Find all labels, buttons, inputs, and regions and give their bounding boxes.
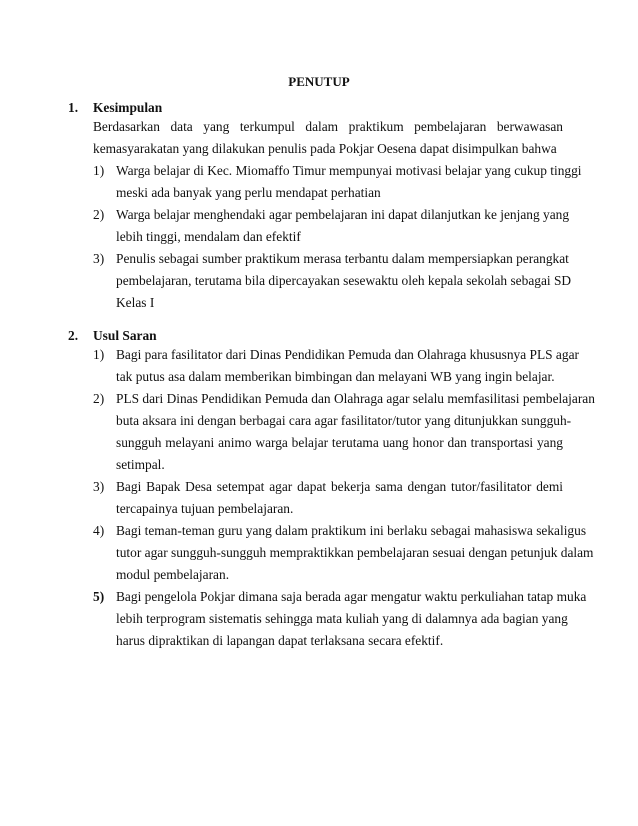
list-item-number: 1) (93, 347, 105, 362)
list-item-number: 4) (93, 523, 105, 538)
list-item-text: Bagi pengelola Pokjar dimana saja berada agar mengatur waktu perkuliahan tatap muka (116, 589, 587, 604)
list-item-continuation: tutor agar sungguh-sungguh mempraktikkan pembelajaran sesuai dengan petunjuk dalam (116, 545, 594, 560)
section-heading-usul-saran (68, 328, 157, 344)
list-item-continuation: lebih terprogram sistematis sehingga mata kuliah yang di dalamnya ada bagian yang (116, 611, 568, 626)
list-item-number: 2) (93, 391, 105, 406)
list-item-continuation: meski ada banyak yang perlu mendapat perhatian (116, 185, 381, 200)
list-item-continuation: tercapainya tujuan pembelajaran. (116, 501, 294, 516)
list-item-number: 3) (93, 479, 105, 494)
section-title: Kesimpulan (93, 100, 163, 115)
intro-line: Berdasarkan data yang terkumpul dalam praktikum pembelajaran berwawasan (93, 119, 563, 134)
list-item-text: Bagi Bapak Desa setempat agar dapat bekerja sama dengan tutor/fasilitator demi (116, 479, 563, 494)
list-item (93, 163, 582, 179)
list-item-text: Warga belajar menghendaki agar pembelajaran ini dapat dilanjutkan ke jenjang yang (116, 207, 570, 222)
list-item-text: Penulis sebagai sumber praktikum merasa terbantu dalam mempersiapkan perangkat (116, 251, 569, 266)
list-item (93, 347, 579, 363)
list-item (93, 479, 563, 495)
section-number: 2. (68, 328, 79, 343)
section-heading-kesimpulan (68, 100, 162, 116)
list-item-continuation: modul pembelajaran. (116, 567, 230, 582)
list-item-continuation: buta aksara ini dengan berbagai cara agar fasilitator/tutor yang ditunjukkan sungguh- (116, 413, 572, 428)
list-item-continuation: tak putus asa dalam memberikan bimbingan dan melayani WB yang ingin belajar. (116, 369, 555, 384)
list-item-text: Bagi teman-teman guru yang dalam praktikum ini berlaku sebagai mahasiswa sekaligus (116, 523, 587, 538)
list-item (93, 523, 587, 539)
list-item-continuation: pembelajaran, terutama bila dipercayakan sesewaktu oleh kepala sekolah sebagai SD (116, 273, 572, 288)
list-item-number: 2) (93, 207, 105, 222)
list-item-continuation: lebih tinggi, mendalam dan efektif (116, 229, 301, 244)
list-item (93, 251, 569, 267)
list-item-continuation: setimpal. (116, 457, 165, 472)
section-title: Usul Saran (93, 328, 157, 343)
section-number: 1. (68, 100, 79, 115)
list-item-continuation: harus dipraktikan di lapangan dapat terlaksana secara efektif. (116, 633, 444, 648)
list-item (93, 207, 570, 223)
list-item-continuation: sungguh melayani animo warga belajar terutama uang honor dan transportasi yang (116, 435, 563, 450)
list-item-continuation: Kelas I (116, 295, 155, 310)
list-item-number: 3) (93, 251, 105, 266)
intro-line: kemasyarakatan yang dilakukan penulis pada Pokjar Oesena dapat disimpulkan bahwa (93, 141, 557, 156)
list-item-text: Warga belajar di Kec. Miomaffo Timur mempunyai motivasi belajar yang cukup tinggi (116, 163, 582, 178)
list-item-text: PLS dari Dinas Pendidikan Pemuda dan Olahraga agar selalu memfasilitasi pembelajaran (116, 391, 595, 406)
list-item-number: 5) (93, 589, 105, 604)
list-item-text: Bagi para fasilitator dari Dinas Pendidikan Pemuda dan Olahraga khususnya PLS agar (116, 347, 579, 362)
page-title: PENUTUP (288, 74, 350, 89)
list-item-number: 1) (93, 163, 105, 178)
list-item (93, 589, 587, 605)
list-item (93, 391, 595, 407)
